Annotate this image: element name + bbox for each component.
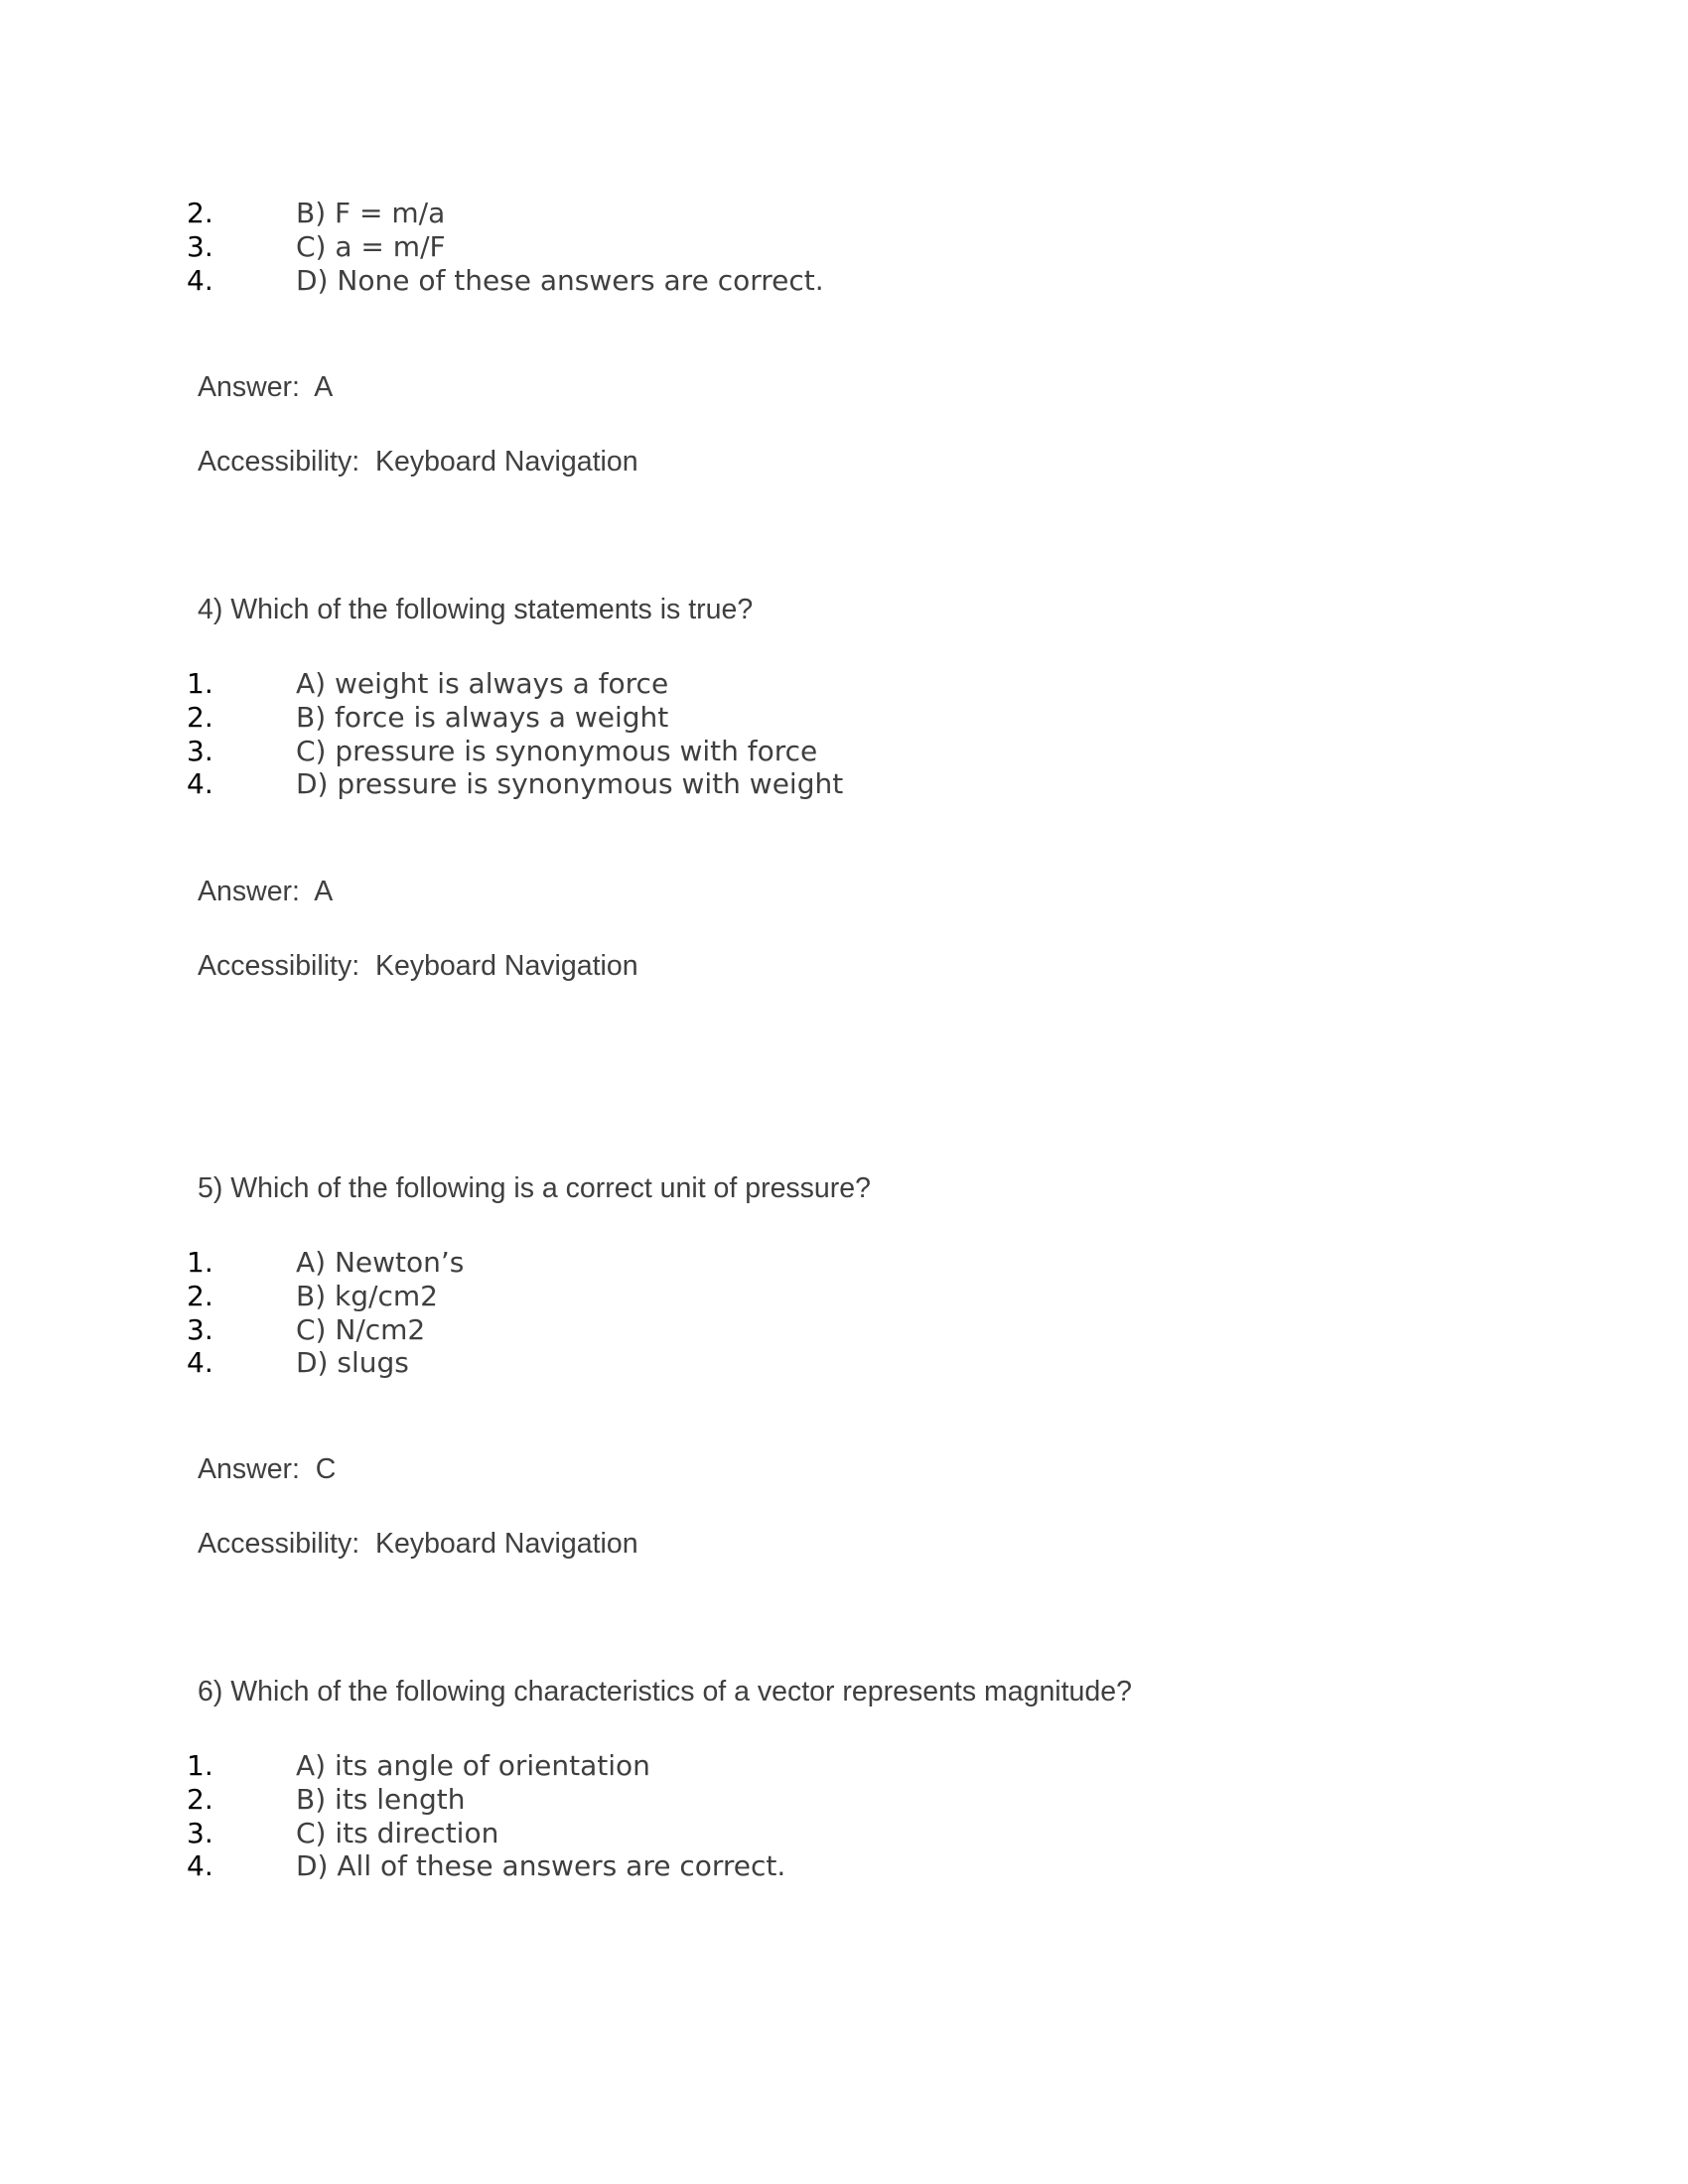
option-item	[187, 197, 824, 230]
option-item	[187, 1849, 785, 1883]
option-number: 3.	[187, 1816, 213, 1849]
option-text: C) its direction	[296, 1816, 499, 1849]
option-number: 2.	[187, 701, 213, 735]
option-item	[187, 1749, 785, 1783]
option-text: A) Newton’s	[296, 1246, 465, 1280]
option-number: 3.	[187, 230, 213, 264]
q6-option-list	[187, 1749, 785, 1883]
option-item	[187, 230, 824, 264]
q4-answer: Answer: A	[198, 876, 334, 907]
q4-prompt: 4) Which of the following statements is true?	[198, 594, 754, 625]
q5-accessibility: Accessibility: Keyboard Navigation	[198, 1528, 638, 1560]
option-text: C) pressure is synonymous with force	[296, 734, 818, 767]
q6-prompt: 6) Which of the following characteristics of a vector represents magnitude?	[198, 1676, 1132, 1707]
option-text: B) force is always a weight	[296, 701, 669, 735]
option-number: 4.	[187, 1346, 213, 1380]
option-item	[187, 734, 843, 767]
option-item	[187, 1346, 464, 1380]
option-text: A) weight is always a force	[296, 667, 669, 701]
option-number: 3.	[187, 1312, 213, 1346]
q3-option-list	[187, 197, 824, 297]
option-item	[187, 701, 843, 735]
q3-answer: Answer: A	[198, 371, 334, 403]
option-number: 4.	[187, 263, 213, 297]
option-item	[187, 263, 824, 297]
option-text: B) kg/cm2	[296, 1280, 438, 1313]
option-text: B) its length	[296, 1783, 466, 1817]
q5-prompt: 5) Which of the following is a correct unit of pressure?	[198, 1172, 871, 1204]
q3-accessibility: Accessibility: Keyboard Navigation	[198, 446, 638, 478]
option-number: 4.	[187, 1849, 213, 1883]
option-text: D) None of these answers are correct.	[296, 263, 824, 297]
option-item	[187, 1816, 785, 1849]
option-text: A) its angle of orientation	[296, 1749, 650, 1783]
option-number: 2.	[187, 1783, 213, 1817]
option-item	[187, 1312, 464, 1346]
option-number: 1.	[187, 667, 213, 701]
option-number: 2.	[187, 197, 213, 230]
option-item	[187, 1280, 464, 1313]
option-number: 2.	[187, 1280, 213, 1313]
q5-option-list	[187, 1246, 464, 1380]
option-item	[187, 767, 843, 801]
option-number: 1.	[187, 1749, 213, 1783]
option-text: C) a = m/F	[296, 230, 446, 264]
option-text: D) pressure is synonymous with weight	[296, 767, 844, 801]
option-item	[187, 667, 843, 701]
q5-answer: Answer: C	[198, 1453, 337, 1485]
option-text: C) N/cm2	[296, 1312, 426, 1346]
option-item	[187, 1783, 785, 1817]
option-text: D) slugs	[296, 1346, 409, 1380]
q4-accessibility: Accessibility: Keyboard Navigation	[198, 950, 638, 982]
option-number: 4.	[187, 767, 213, 801]
option-number: 3.	[187, 734, 213, 767]
option-item	[187, 1246, 464, 1280]
option-number: 1.	[187, 1246, 213, 1280]
q4-option-list	[187, 667, 843, 801]
option-text: B) F = m/a	[296, 197, 446, 230]
option-text: D) All of these answers are correct.	[296, 1849, 786, 1883]
